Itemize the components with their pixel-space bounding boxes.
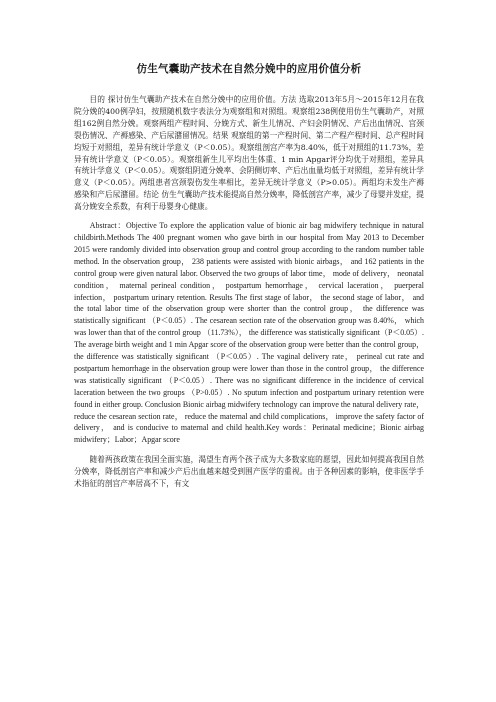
chinese-abstract: 目的 探讨仿生气囊助产技术在自然分娩中的应用价值。方法 选取2013年5月～2015年12月在我院分娩的400例孕妇，按照随机数字表法分为观察组和对照组。观察组238例使用仿生气囊助产，对照组162例自然分娩。观察两组产程时间、分娩方式、新生儿情况、产妇会阴情况、产后出血情况、宫颈裂伤情况、产褥感染、产后尿潴留情况。结果 观察组的第一产程时间、第二产程产程时间、总产程时间均短于对照组，差异有统计学意义（P＜0.05）。观察组剖宫产率为8.40%，低于对照组的11.73%，差异有统计学意义（P＜0.05）。观察组新生儿平均出生体重、1 min Apgar评分均优于对照组，差异具有统计学意义（P＜0.05）。观察组阴道分娩率、会阴侧切率、产后出血量均低于对照组，差异有统计学意义（P＜0.05）。两组患者宫颈裂伤发生率相比，差异无统计学意义（P>0.05）。两组均未发生产褥感染和产后尿潴留。结论 仿生气囊助产技术能提高自然分娩率，降低剖宫产率，减少了母婴并发症，提高分娩安全系数，有利于母婴身心健康。 [74,95,424,212]
paper-page [74,62,424,490]
introduction-paragraph: 随着两孩政策在我国全面实施，渴望生育两个孩子成为大多数家庭的愿望，因此如何提高我国自然分娩率，降低剖宫产率和减少产后出血越来越受到围产医学的重视。由于各种因素的影响，使非医学手术指征的剖宫产率居高不下，有文 [74,455,424,489]
english-abstract: Abstract：Objective To explore the application value of bionic air bag midwifery technique in natural childbirth.Methods The 400 pregnant women who gave birth in our hospital from May 2013 to December 2015 were randomly divided into observation group and control group according to the random number table method. In the observation group， 238 patients were assisted with bionic airbags， and 162 patients in the control group were given natural labor. Observed the two groups of labor time， mode of delivery， neonatal condition， maternal perineal condition， postpartum hemorrhage， cervical laceration， puerperal infection， postpartum urinary retention. Results The first stage of labor， the second stage of labor， and the total labor time of the observation group were shorter than the control group， the difference was statistically significant （P＜0.05）. The cesarean section rate of the observation group was 8.40%， which was lower than that of the control group （11.73%）， the difference was statistically significant（P＜0.05）. The average birth weight and 1 min Apgar score of the observation group were better than the control group， the difference was statistically significant （P＜0.05）. The vaginal delivery rate， perineal cut rate and postpartum hemorrhage in the observation group were lower than those in the control group， the difference was statistically significant （P＜0.05）. There was no significant difference in the incidence of cervical laceration between the two groups （P>0.05）. No sputum infection and postpartum urinary retention were found in either group. Conclusion Bionic airbag midwifery technology can improve the natural delivery rate， reduce the cesarean section rate， reduce the maternal and child complications， improve the safety factor of delivery， and is conducive to maternal and child health.Key words：Perinatal medicine；Bionic airbag midwifery；Labor；Apgar score [74,221,424,445]
paper-title: 仿生气囊助产技术在自然分娩中的应用价值分析 [136,63,362,75]
